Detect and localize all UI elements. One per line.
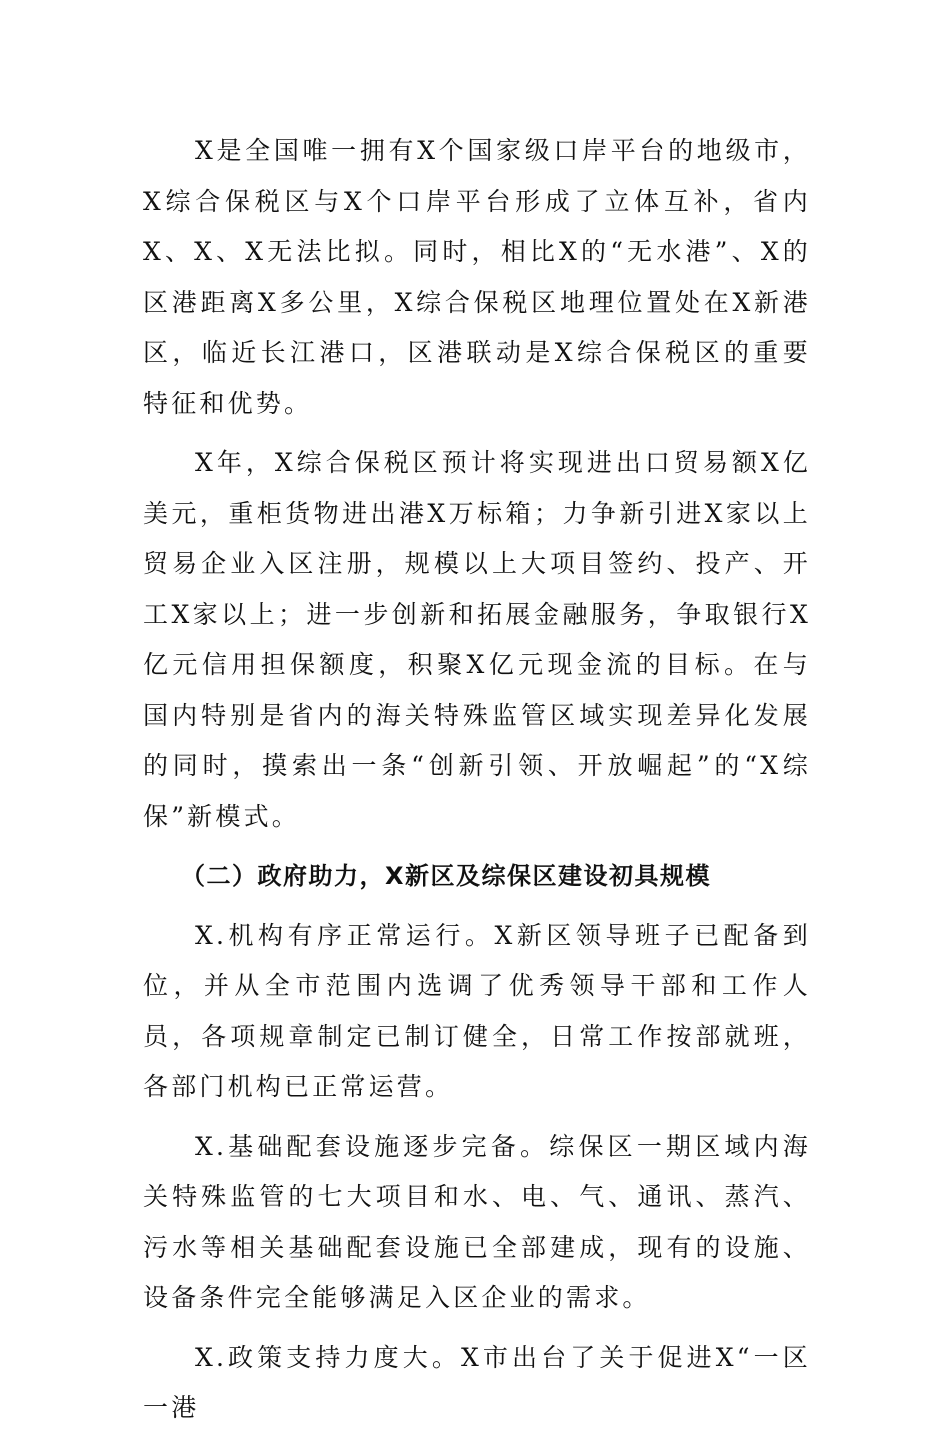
body-paragraph: X.基础配套设施逐步完备。综保区一期区域内海关特殊监管的七大项目和水、电、气、通讯、蒸汽、污水等相关基础配套设施已全部建成，现有的设施、设备条件完全能够满足入区企业的需求。 (143, 1131, 811, 1312)
body-paragraph: X.机构有序正常运行。X新区领导班子已配备到位，并从全市范围内选调了优秀领导干部和工作人员，各项规章制定已制订健全，日常工作按部就班，各部门机构已正常运营。 (143, 920, 811, 1101)
body-paragraph: X年，X综合保税区预计将实现进出口贸易额X亿美元，重柜货物进出港X万标箱；力争新引进X家以上贸易企业入区注册，规模以上大项目签约、投产、开工X家以上；进一步创新和拓展金融服务，争取银行X亿元信用担保额度，积聚X亿元现金流的目标。在与国内特别是省内的海关特殊监管区域实现差异化发展的同时，摸索出一条“创新引领、开放崛起”的“X综保”新模式。 (143, 448, 811, 831)
body-paragraph: X.政策支持力度大。X市出台了关于促进X“一区一港 (143, 1342, 811, 1422)
body-paragraph: X是全国唯一拥有X个国家级口岸平台的地级市，X综合保税区与X个口岸平台形成了立体互补，省内X、X、X无法比拟。同时，相比X的“无水港”、X的区港距离X多公里，X综合保税区地理位置处在X新港区，临近长江港口，区港联动是X综合保税区的重要特征和优势。 (143, 136, 811, 418)
section-heading: （二）政府助力，X新区及综保区建设初具规模 (181, 862, 712, 890)
document-body (143, 126, 811, 1443)
